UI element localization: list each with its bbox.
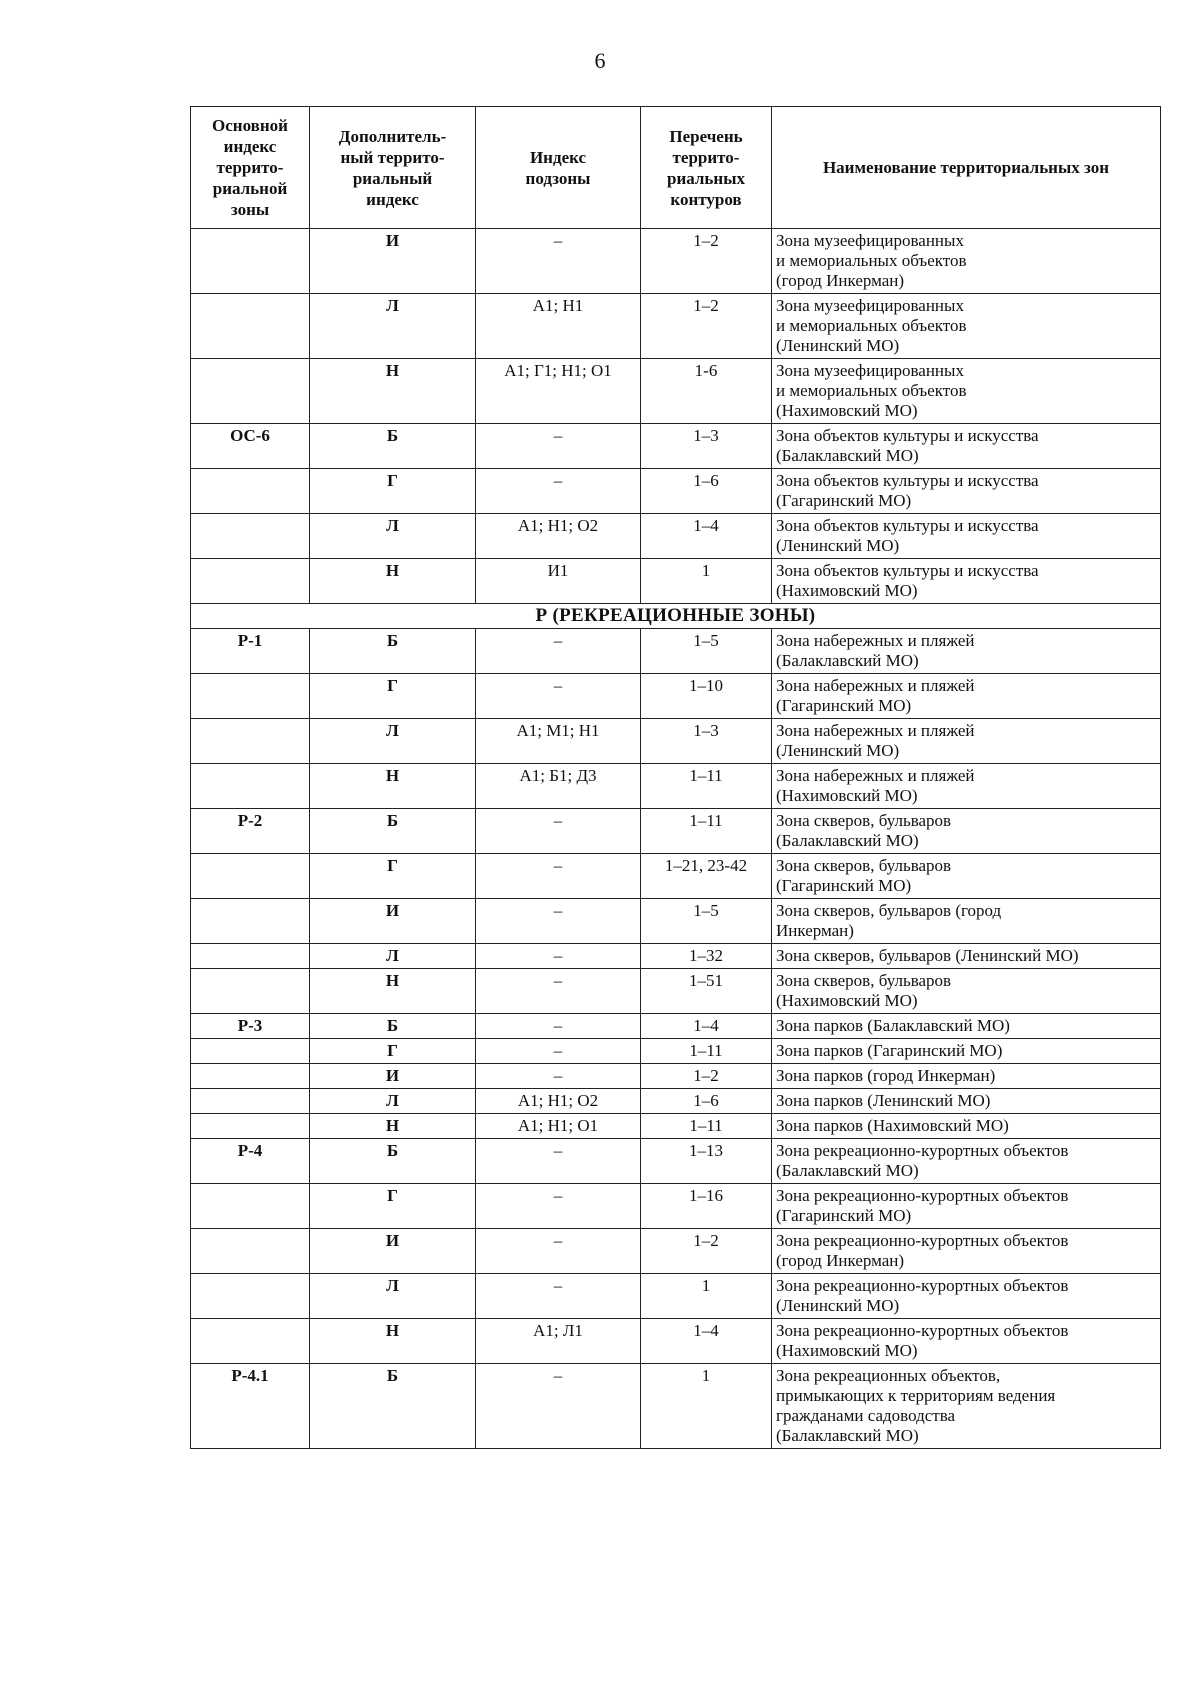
header-line: подзоны xyxy=(525,168,591,188)
header-line: риальных xyxy=(667,168,745,188)
zone-name-cell xyxy=(772,899,1161,944)
zone-name-line: Зона скверов, бульваров xyxy=(776,811,952,830)
subzone-index-cell: И1 xyxy=(476,559,641,604)
main-index-cell xyxy=(191,1274,310,1319)
zone-name-line: Зона объектов культуры и искусства xyxy=(776,516,1039,535)
table-row xyxy=(191,359,1161,424)
zone-name-line: Зона рекреационно-курортных объектов xyxy=(776,1276,1069,1295)
zone-name-cell xyxy=(772,1064,1161,1089)
subzone-index-cell: – xyxy=(476,1229,641,1274)
subzone-index-cell: – xyxy=(476,1274,641,1319)
table-row xyxy=(191,1114,1161,1139)
additional-index-cell: Н xyxy=(310,359,476,424)
zone-name-cell xyxy=(772,944,1161,969)
header-line: Перечень xyxy=(669,126,743,146)
main-index-cell xyxy=(191,1184,310,1229)
main-index-cell: Р-3 xyxy=(191,1014,310,1039)
contours-cell: 1–32 xyxy=(641,944,772,969)
additional-index-cell: Н xyxy=(310,1114,476,1139)
table-row xyxy=(191,629,1161,674)
contours-cell: 1–4 xyxy=(641,1319,772,1364)
zone-name-cell xyxy=(772,1364,1161,1449)
zone-name-line: (Нахимовский МО) xyxy=(776,991,918,1010)
contours-cell: 1–3 xyxy=(641,424,772,469)
subzone-index-cell: А1; Н1; О2 xyxy=(476,1089,641,1114)
contours-cell: 1–21, 23-42 xyxy=(641,854,772,899)
subzone-index-cell: – xyxy=(476,854,641,899)
additional-index-cell: И xyxy=(310,1229,476,1274)
main-index-cell xyxy=(191,469,310,514)
table-row xyxy=(191,1064,1161,1089)
additional-index-cell: Н xyxy=(310,969,476,1014)
additional-index-cell: Б xyxy=(310,1364,476,1449)
zone-name-line: Зона рекреационно-курортных объектов xyxy=(776,1186,1069,1205)
contours-cell: 1–11 xyxy=(641,809,772,854)
subzone-index-cell: – xyxy=(476,1064,641,1089)
table-row xyxy=(191,854,1161,899)
territorial-zones-table xyxy=(190,106,1161,1449)
main-index-cell xyxy=(191,514,310,559)
zone-name-cell xyxy=(772,1039,1161,1064)
zone-name-line: Зона музеефицированных xyxy=(776,231,964,250)
zone-name-line: Зона рекреационно-курортных объектов xyxy=(776,1231,1069,1250)
main-index-cell: Р-2 xyxy=(191,809,310,854)
zone-name-cell xyxy=(772,1089,1161,1114)
main-index-cell: ОС-6 xyxy=(191,424,310,469)
zone-name-line: Зона скверов, бульваров (Ленинский МО) xyxy=(776,946,1079,965)
additional-index-cell: Б xyxy=(310,1139,476,1184)
zone-name-line: (Балаклавский МО) xyxy=(776,446,919,465)
zone-name-cell xyxy=(772,674,1161,719)
table-row xyxy=(191,1274,1161,1319)
zone-name-cell xyxy=(772,764,1161,809)
contours-cell: 1–5 xyxy=(641,629,772,674)
zone-name-cell xyxy=(772,719,1161,764)
zone-name-line: Зона набережных и пляжей xyxy=(776,721,975,740)
zone-name-cell xyxy=(772,629,1161,674)
subzone-index-cell: – xyxy=(476,809,641,854)
zone-name-cell xyxy=(772,1274,1161,1319)
table-row xyxy=(191,719,1161,764)
zone-name-line: (Балаклавский МО) xyxy=(776,831,919,850)
additional-index-cell: Г xyxy=(310,1039,476,1064)
contours-cell: 1–5 xyxy=(641,899,772,944)
table-row xyxy=(191,514,1161,559)
main-index-cell xyxy=(191,854,310,899)
section-row xyxy=(191,604,1161,629)
main-index-cell xyxy=(191,944,310,969)
header-line: террито- xyxy=(672,147,740,167)
zone-name-line: Зона музеефицированных xyxy=(776,296,964,315)
zone-name-cell xyxy=(772,1139,1161,1184)
contours-cell: 1–6 xyxy=(641,1089,772,1114)
additional-index-cell: Н xyxy=(310,1319,476,1364)
zone-name-cell xyxy=(772,854,1161,899)
additional-index-cell: Н xyxy=(310,764,476,809)
contours-cell: 1–2 xyxy=(641,294,772,359)
zone-name-line: (Нахимовский МО) xyxy=(776,581,918,600)
table-row xyxy=(191,944,1161,969)
header-line: Индекс xyxy=(529,147,587,167)
main-index-cell: Р-1 xyxy=(191,629,310,674)
page-number: 6 xyxy=(594,48,606,73)
additional-index-cell: Г xyxy=(310,674,476,719)
main-index-cell: Р-4 xyxy=(191,1139,310,1184)
subzone-index-cell: – xyxy=(476,1139,641,1184)
contours-cell: 1–3 xyxy=(641,719,772,764)
additional-index-cell: Г xyxy=(310,1184,476,1229)
zone-name-line: Зона рекреационно-курортных объектов xyxy=(776,1321,1069,1340)
zone-name-line: (Балаклавский МО) xyxy=(776,1161,919,1180)
section-heading: Р (РЕКРЕАЦИОННЫЕ ЗОНЫ) xyxy=(191,604,1161,629)
zone-name-line: (Гагаринский МО) xyxy=(776,491,912,510)
zone-name-line: (Нахимовский МО) xyxy=(776,1341,918,1360)
subzone-index-cell: А1; Г1; Н1; О1 xyxy=(476,359,641,424)
zone-name-line: Зона набережных и пляжей xyxy=(776,631,975,650)
additional-index-cell: Г xyxy=(310,854,476,899)
subzone-index-cell: А1; Н1; О2 xyxy=(476,514,641,559)
main-index-cell xyxy=(191,1114,310,1139)
subzone-index-cell: – xyxy=(476,1014,641,1039)
additional-index-cell: И xyxy=(310,899,476,944)
table-row xyxy=(191,424,1161,469)
zone-name-line: Зона объектов культуры и искусства xyxy=(776,471,1039,490)
main-index-cell: Р-4.1 xyxy=(191,1364,310,1449)
zone-name-line: (город Инкерман) xyxy=(776,271,905,290)
zone-name-line: (Гагаринский МО) xyxy=(776,696,912,715)
contours-cell: 1–2 xyxy=(641,1064,772,1089)
zone-name-line: (Гагаринский МО) xyxy=(776,1206,912,1225)
zone-name-line: и мемориальных объектов xyxy=(776,381,967,400)
main-index-cell xyxy=(191,359,310,424)
additional-index-cell: Н xyxy=(310,559,476,604)
zone-name-line: Зона музеефицированных xyxy=(776,361,964,380)
subzone-index-cell: А1; Л1 xyxy=(476,1319,641,1364)
contours-cell: 1–51 xyxy=(641,969,772,1014)
additional-index-cell: Б xyxy=(310,809,476,854)
header-line: Основной xyxy=(212,116,288,135)
table-row xyxy=(191,1039,1161,1064)
subzone-index-cell: А1; М1; Н1 xyxy=(476,719,641,764)
header-line: ный террито- xyxy=(340,147,445,167)
subzone-index-cell: – xyxy=(476,969,641,1014)
subzone-index-cell: А1; Н1 xyxy=(476,294,641,359)
zone-name-line: (Гагаринский МО) xyxy=(776,876,912,895)
table-header xyxy=(191,107,1161,229)
zone-name-cell xyxy=(772,469,1161,514)
zone-name-line: Зона объектов культуры и искусства xyxy=(776,426,1039,445)
contours-cell: 1 xyxy=(641,559,772,604)
zone-name-line: Зона объектов культуры и искусства xyxy=(776,561,1039,580)
contours-cell: 1–13 xyxy=(641,1139,772,1184)
zone-name-line: (Ленинский МО) xyxy=(776,336,900,355)
zone-name-line: (Нахимовский МО) xyxy=(776,786,918,805)
main-index-cell xyxy=(191,294,310,359)
main-index-cell xyxy=(191,559,310,604)
zone-name-cell xyxy=(772,559,1161,604)
contours-cell: 1–11 xyxy=(641,1039,772,1064)
contours-cell: 1-6 xyxy=(641,359,772,424)
header-line: Дополнитель- xyxy=(338,126,447,146)
table-row xyxy=(191,1319,1161,1364)
zone-name-cell xyxy=(772,359,1161,424)
subzone-index-cell: – xyxy=(476,1364,641,1449)
main-index-cell xyxy=(191,1229,310,1274)
subzone-index-cell: – xyxy=(476,229,641,294)
table-row xyxy=(191,1014,1161,1039)
zone-name-cell xyxy=(772,294,1161,359)
main-index-cell xyxy=(191,1089,310,1114)
additional-index-cell: Л xyxy=(310,294,476,359)
table-row xyxy=(191,229,1161,294)
header-subzone-index xyxy=(476,107,641,229)
contours-cell: 1–4 xyxy=(641,1014,772,1039)
subzone-index-cell: А1; Б1; Д3 xyxy=(476,764,641,809)
zone-name-line: (Нахимовский МО) xyxy=(776,401,918,420)
zone-name-cell xyxy=(772,1319,1161,1364)
contours-cell: 1 xyxy=(641,1364,772,1449)
main-index-cell xyxy=(191,969,310,1014)
contours-cell: 1–11 xyxy=(641,1114,772,1139)
subzone-index-cell: А1; Н1; О1 xyxy=(476,1114,641,1139)
zone-name-cell xyxy=(772,809,1161,854)
additional-index-cell: Г xyxy=(310,469,476,514)
zone-name-line: Зона набережных и пляжей xyxy=(776,766,975,785)
main-index-cell xyxy=(191,674,310,719)
zone-name-line: Зона парков (Гагаринский МО) xyxy=(776,1041,1003,1060)
table-row xyxy=(191,1229,1161,1274)
header-line: зоны xyxy=(230,200,270,219)
subzone-index-cell: – xyxy=(476,629,641,674)
contours-cell: 1–10 xyxy=(641,674,772,719)
zone-name-cell xyxy=(772,229,1161,294)
main-index-cell xyxy=(191,719,310,764)
header-line: индекс xyxy=(223,137,277,156)
table-row xyxy=(191,1139,1161,1184)
subzone-index-cell: – xyxy=(476,944,641,969)
contours-cell: 1 xyxy=(641,1274,772,1319)
zone-name-line: и мемориальных объектов xyxy=(776,251,967,270)
additional-index-cell: Л xyxy=(310,514,476,559)
main-index-cell xyxy=(191,1039,310,1064)
zone-name-line: (Балаклавский МО) xyxy=(776,1426,919,1445)
zone-name-line: Зона скверов, бульваров (город xyxy=(776,901,1002,920)
contours-cell: 1–4 xyxy=(641,514,772,559)
contours-cell: 1–6 xyxy=(641,469,772,514)
additional-index-cell: Б xyxy=(310,629,476,674)
main-index-cell xyxy=(191,899,310,944)
zone-name-cell xyxy=(772,514,1161,559)
zone-name-line: Зона рекреационно-курортных объектов xyxy=(776,1141,1069,1160)
zone-name-line: Зона набережных и пляжей xyxy=(776,676,975,695)
zone-name-cell xyxy=(772,1229,1161,1274)
table-row xyxy=(191,899,1161,944)
contours-cell: 1–2 xyxy=(641,229,772,294)
zone-name-line: (Балаклавский МО) xyxy=(776,651,919,670)
header-zone-name: Наименование территориальных зон xyxy=(772,107,1161,229)
table-row xyxy=(191,809,1161,854)
table-row xyxy=(191,1364,1161,1449)
zone-name-line: и мемориальных объектов xyxy=(776,316,967,335)
main-index-cell xyxy=(191,1319,310,1364)
zone-name-line: гражданами садоводства xyxy=(776,1406,956,1425)
header-additional-index xyxy=(310,107,476,229)
table-row xyxy=(191,1089,1161,1114)
subzone-index-cell: – xyxy=(476,469,641,514)
table-row xyxy=(191,469,1161,514)
table-row xyxy=(191,559,1161,604)
subzone-index-cell: – xyxy=(476,424,641,469)
zone-name-line: Зона рекреационных объектов, xyxy=(776,1366,1001,1385)
additional-index-cell: И xyxy=(310,229,476,294)
zone-name-cell xyxy=(772,1114,1161,1139)
zone-name-line: Инкерман) xyxy=(776,921,854,940)
header-main-index xyxy=(191,107,310,229)
header-line: индекс xyxy=(366,189,419,209)
zone-name-line: Зона парков (Нахимовский МО) xyxy=(776,1116,1009,1135)
contours-cell: 1–16 xyxy=(641,1184,772,1229)
zone-name-cell xyxy=(772,1184,1161,1229)
table-body xyxy=(191,229,1161,1449)
additional-index-cell: Л xyxy=(310,719,476,764)
additional-index-cell: Б xyxy=(310,1014,476,1039)
subzone-index-cell: – xyxy=(476,1184,641,1229)
zone-name-line: (Ленинский МО) xyxy=(776,536,900,555)
header-line: террито- xyxy=(216,158,284,177)
zone-name-line: Зона скверов, бульваров xyxy=(776,856,952,875)
zone-name-line: примыкающих к территориям ведения xyxy=(776,1386,1056,1405)
subzone-index-cell: – xyxy=(476,899,641,944)
zone-name-cell xyxy=(772,1014,1161,1039)
zone-name-line: (город Инкерман) xyxy=(776,1251,905,1270)
additional-index-cell: Л xyxy=(310,1089,476,1114)
table-row xyxy=(191,764,1161,809)
table-row xyxy=(191,969,1161,1014)
main-index-cell xyxy=(191,1064,310,1089)
subzone-index-cell: – xyxy=(476,674,641,719)
zone-name-line: (Ленинский МО) xyxy=(776,741,900,760)
additional-index-cell: И xyxy=(310,1064,476,1089)
additional-index-cell: Б xyxy=(310,424,476,469)
additional-index-cell: Л xyxy=(310,1274,476,1319)
zone-name-line: Зона парков (Ленинский МО) xyxy=(776,1091,991,1110)
table-row xyxy=(191,294,1161,359)
additional-index-cell: Л xyxy=(310,944,476,969)
zone-name-line: (Ленинский МО) xyxy=(776,1296,900,1315)
main-index-cell xyxy=(191,229,310,294)
contours-cell: 1–11 xyxy=(641,764,772,809)
header-line: контуров xyxy=(670,189,742,209)
contours-cell: 1–2 xyxy=(641,1229,772,1274)
table-row xyxy=(191,674,1161,719)
main-index-cell xyxy=(191,764,310,809)
table-row xyxy=(191,1184,1161,1229)
header-contours xyxy=(641,107,772,229)
zone-name-cell xyxy=(772,424,1161,469)
zone-name-line: Зона парков (Балаклавский МО) xyxy=(776,1016,1010,1035)
header-line: риальный xyxy=(352,168,433,188)
header-line: риальной xyxy=(212,179,288,198)
zone-name-line: Зона парков (город Инкерман) xyxy=(776,1066,996,1085)
zone-name-cell xyxy=(772,969,1161,1014)
subzone-index-cell: – xyxy=(476,1039,641,1064)
zone-name-line: Зона скверов, бульваров xyxy=(776,971,952,990)
